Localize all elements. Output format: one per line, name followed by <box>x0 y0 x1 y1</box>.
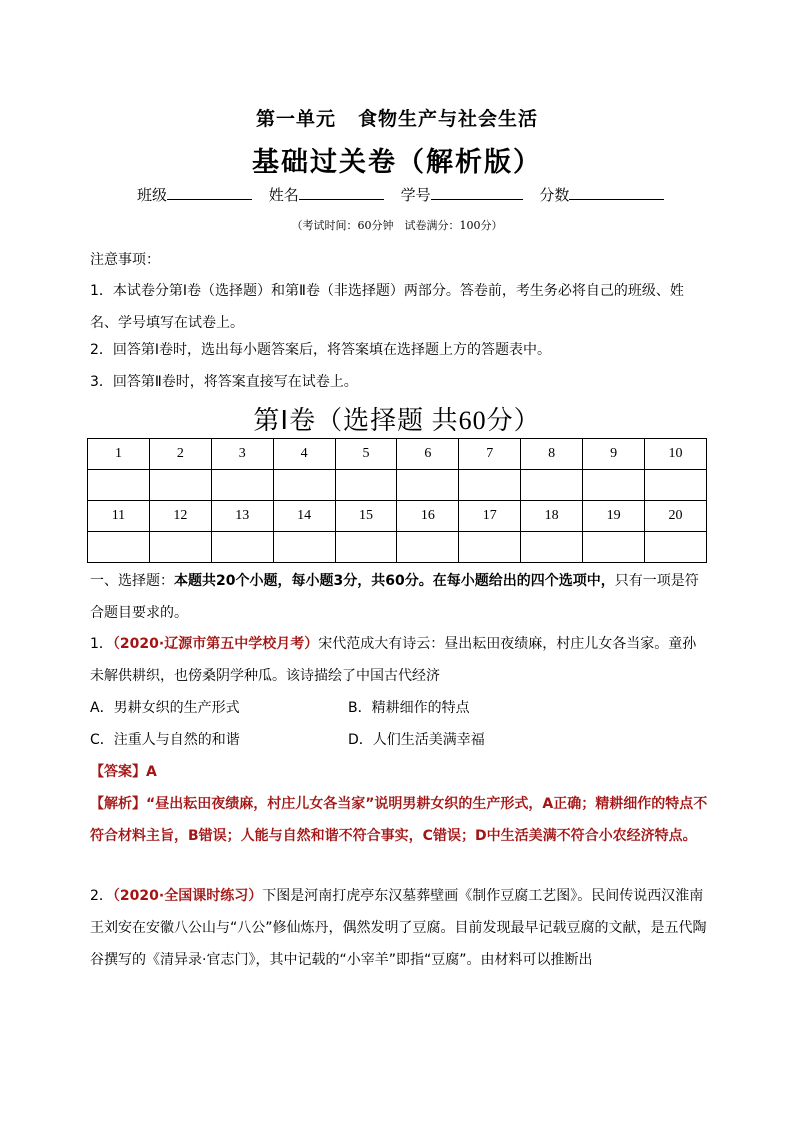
question-1-answer <box>90 756 710 788</box>
section-instructions <box>90 565 710 629</box>
name-field[interactable] <box>269 186 390 204</box>
unit-label: 第一单元 <box>255 108 336 130</box>
question-number-cell: 7 <box>459 439 521 470</box>
answer-cell[interactable] <box>645 532 707 563</box>
student-id-blank[interactable] <box>431 185 523 200</box>
table-row-numbers-2 <box>88 501 707 532</box>
question-number-cell: 20 <box>645 501 707 532</box>
name-blank[interactable] <box>299 185 384 200</box>
class-label: 班级 <box>137 186 168 204</box>
page-title: 基础过关卷（解析版） <box>252 147 542 178</box>
question-number-cell: 16 <box>397 501 459 532</box>
unit-title <box>0 104 794 131</box>
answer-cell[interactable] <box>521 532 583 563</box>
analysis-text: “昼出耘田夜绩麻，村庄儿女各当家”说明男耕女织的生产形式，A正确；精耕细作的特点不符合材料主旨，B错误；人能与自然和谐不符合事实，C错误；D中生活美满不符合小农经济特点。 <box>90 796 708 844</box>
student-id-field[interactable] <box>401 186 529 204</box>
score-label: 分数 <box>539 186 570 204</box>
question-2 <box>90 880 710 976</box>
instructions-prefix: 一、选择题： <box>90 573 174 589</box>
question-number-cell: 14 <box>273 501 335 532</box>
question-number-cell: 5 <box>335 439 397 470</box>
question-2-source: （2020·全国课时练习） <box>112 888 263 904</box>
note-item-1: 1．本试卷分第Ⅰ卷（选择题）和第Ⅱ卷（非选择题）两部分。答卷前，考生务必将自己的班级、姓名、学号填写在试卷上。 <box>90 283 684 331</box>
question-number-cell: 10 <box>645 439 707 470</box>
question-number-cell: 4 <box>273 439 335 470</box>
unit-topic: 食物生产与社会生活 <box>358 108 539 130</box>
question-2-number: 2． <box>90 888 113 904</box>
class-field[interactable] <box>137 186 258 204</box>
answer-cell[interactable] <box>88 470 150 501</box>
table-row-numbers-1 <box>88 439 707 470</box>
answer-cell[interactable] <box>88 532 150 563</box>
question-1-source: （2020·辽源市第五中学校月考） <box>112 636 319 652</box>
question-1-option-d[interactable]: D．人们生活美满幸福 <box>348 732 485 748</box>
student-id-label: 学号 <box>400 186 431 204</box>
answer-cell[interactable] <box>459 532 521 563</box>
question-number-cell: 17 <box>459 501 521 532</box>
answer-label: 【答案】 <box>90 764 146 780</box>
question-1-option-b[interactable]: B．精耕细作的特点 <box>348 700 470 716</box>
answer-cell[interactable] <box>521 470 583 501</box>
question-1-number: 1． <box>90 636 113 652</box>
question-number-cell: 9 <box>583 439 645 470</box>
question-number-cell: 6 <box>397 439 459 470</box>
question-number-cell: 15 <box>335 501 397 532</box>
question-number-cell: 2 <box>149 439 211 470</box>
answer-cell[interactable] <box>211 532 273 563</box>
question-number-cell: 13 <box>211 501 273 532</box>
class-blank[interactable] <box>167 185 252 200</box>
answer-cell[interactable] <box>645 470 707 501</box>
name-label: 姓名 <box>268 186 299 204</box>
question-1-analysis <box>90 788 710 852</box>
note-item-3: 3．回答第Ⅱ卷时，将答案直接写在试卷上。 <box>90 374 358 390</box>
answer-cell[interactable] <box>335 470 397 501</box>
answer-value: A <box>146 764 157 780</box>
exam-meta: （考试时间：60分钟 试卷满分：100分） <box>291 219 503 232</box>
question-1-stem: 宋代范成大有诗云：昼出耘田夜绩麻，村庄儿女各当家。童孙未解供耕织，也傍桑阴学种瓜。该诗描绘了中国古代经济 <box>90 636 697 684</box>
answer-cell[interactable] <box>397 470 459 501</box>
question-number-cell: 1 <box>88 439 150 470</box>
answer-cell[interactable] <box>273 470 335 501</box>
answer-cell[interactable] <box>459 470 521 501</box>
answer-cell[interactable] <box>397 532 459 563</box>
answer-cell[interactable] <box>211 470 273 501</box>
question-number-cell: 12 <box>149 501 211 532</box>
answer-cell[interactable] <box>273 532 335 563</box>
table-row-answers-2 <box>88 532 707 563</box>
question-number-cell: 3 <box>211 439 273 470</box>
question-number-cell: 8 <box>521 439 583 470</box>
question-number-cell: 11 <box>88 501 150 532</box>
question-1-option-c[interactable]: C．注重人与自然的和谐 <box>90 732 240 748</box>
instructions-bold: 本题共20个小题，每小题3分，共60分。在每小题给出的四个选项中， <box>174 573 615 589</box>
notes-heading: 注意事项： <box>90 252 160 268</box>
instructions-rest: 只有一项是符合题目要求的。 <box>90 573 699 621</box>
question-1-option-a[interactable]: A．男耕女织的生产形式 <box>90 700 240 716</box>
answer-cell[interactable] <box>335 532 397 563</box>
note-item-2: 2．回答第Ⅰ卷时，选出每小题答案后，将答案填在选择题上方的答题表中。 <box>90 342 552 358</box>
answer-cell[interactable] <box>149 532 211 563</box>
question-number-cell: 18 <box>521 501 583 532</box>
section-title: 第Ⅰ卷（选择题 共60分） <box>253 406 541 435</box>
answer-cell[interactable] <box>583 470 645 501</box>
answer-cell[interactable] <box>149 470 211 501</box>
table-row-answers-1 <box>88 470 707 501</box>
answer-cell[interactable] <box>583 532 645 563</box>
question-1 <box>90 628 710 692</box>
answer-table <box>87 438 707 563</box>
student-info-row <box>137 184 676 205</box>
analysis-label: 【解析】 <box>90 796 146 812</box>
score-field[interactable] <box>539 186 670 204</box>
question-number-cell: 19 <box>583 501 645 532</box>
score-blank[interactable] <box>569 185 664 200</box>
question-2-stem: 下图是河南打虎亭东汉墓葬壁画《制作豆腐工艺图》。民间传说西汉淮南王刘安在安徽八公山与“八公”修仙炼丹，偶然发明了豆腐。目前发现最早记载豆腐的文献，是五代陶谷撰写的《清异录·官志门》，其中记载的“小宰羊”即指“豆腐”。由材料可以推断出 <box>90 888 707 968</box>
